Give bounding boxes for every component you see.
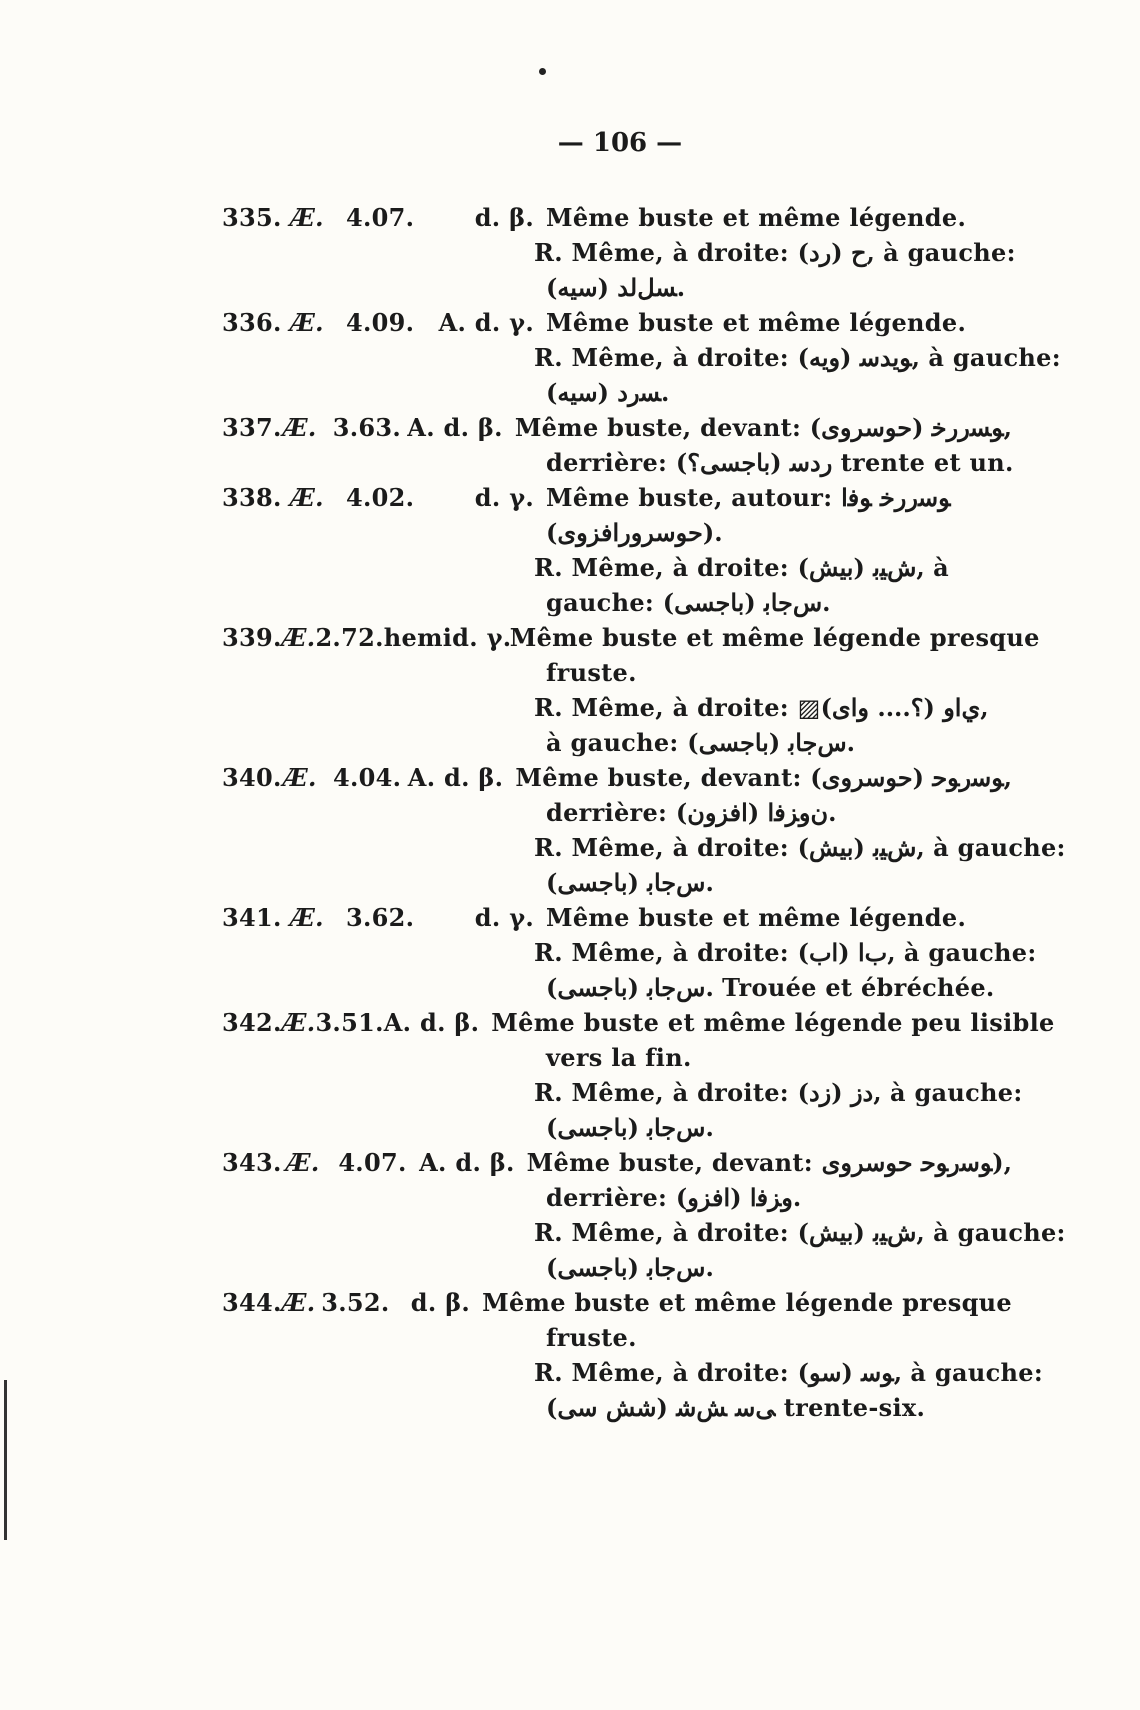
catalogue-entry — [222, 480, 1012, 620]
entry-metal: Æ. — [282, 413, 317, 442]
catalogue-entry — [222, 760, 1066, 900]
entry-number: 337. — [222, 413, 282, 442]
entry-metal: Æ. — [285, 1148, 320, 1177]
entry-metal: Æ. — [290, 308, 324, 337]
entry-class: A. d. β. — [407, 763, 504, 792]
entry-description-line: R. Même, à droite: ﺵﻴﺑ (بيش), à gauche: — [534, 1218, 1066, 1247]
entry-weight: 4.04. — [332, 763, 402, 792]
catalogue-entry — [222, 200, 1016, 305]
entry-metal: Æ. — [281, 623, 316, 652]
entry-description-line: R. Même, à droite: ﻮﺳ (سو), à gauche: — [534, 1358, 1043, 1387]
entry-head — [222, 200, 1012, 235]
entry-description-line: (حوسرورافزوى). — [546, 518, 723, 547]
entry-description-line: R. Même, à droite: ﻮﻳﺪﺳ (ويه), à gauche: — [534, 343, 1061, 372]
entry-head — [222, 410, 1012, 445]
entry-description-line: fruste. — [546, 658, 637, 687]
page-number: — 106 — — [557, 128, 683, 158]
entry-class: A. d. β. — [419, 1148, 515, 1177]
entry-metal: Æ. — [281, 1008, 316, 1037]
catalogue-entry — [222, 900, 1037, 1005]
catalogue-entry — [222, 1145, 1066, 1285]
entry-head — [222, 620, 1040, 655]
entry-weight: 4.02. — [346, 483, 415, 512]
entry-class: A. d. β. — [407, 413, 503, 442]
entry-class: A. d. γ. — [438, 308, 534, 337]
entry-description-line: à gauche: ﺱﺟﺎﺑ (باجسى). — [546, 728, 856, 757]
entry-description-line: Même buste et même légende. — [546, 308, 967, 337]
entry-description-line: ﺱﺟﺎﺑ (باجسى). — [546, 1253, 714, 1282]
entry-number: 344. — [222, 1288, 282, 1317]
entry-class: hemid. γ. — [383, 623, 512, 652]
entry-description-line: ﺱﺟﺎﺑ (باجسى). — [546, 868, 714, 897]
entry-description-line: R. Même, à droite: ﺡ (رد), à gauche: — [534, 238, 1016, 267]
entry-weight: 3.51. — [315, 1008, 384, 1037]
entry-description-line: R. Même, à droite: ﺵﻴﺑ (بيش), à — [534, 553, 949, 582]
entry-metal: Æ. — [290, 903, 324, 932]
entry-weight: 4.09. — [346, 308, 415, 337]
entry-class: d. γ. — [474, 903, 534, 932]
entry-class: d. γ. — [474, 483, 534, 512]
entry-number: 338. — [222, 483, 282, 512]
entry-description-line: Même buste et même légende presque — [482, 1288, 1012, 1317]
entry-description-line: derrière: ﻥﻭﺰﻓﺍ (افزون). — [546, 798, 837, 827]
entry-description-line: Même buste et même légende presque — [509, 623, 1040, 652]
entry-description-line: derrière: ﺭﺩﺳ (باجسى؟) trente et un. — [546, 448, 1014, 477]
entry-weight: 4.07. — [346, 203, 415, 232]
entry-weight: 2.72. — [315, 623, 384, 652]
entry-metal: Æ. — [282, 763, 317, 792]
entry-description-line: Même buste et même légende. — [546, 203, 967, 232]
entry-description-line: vers la fin. — [546, 1043, 692, 1072]
entry-description-line: Même buste et même légende. — [546, 903, 967, 932]
entry-head — [222, 480, 1012, 515]
entry-description-line: Même buste, devant: ﻮﺳﺭﻮﺣ (حوسروى), — [515, 763, 1013, 792]
entry-head — [222, 1145, 1012, 1180]
entry-metal: Æ. — [290, 203, 324, 232]
entry-description-line: ﻰﺳ ﺶﺷ (شش سى) trente-six. — [546, 1393, 926, 1422]
entry-description-line: R. Même, à droite: ﺵﻴﺑ (بيش), à gauche: — [534, 833, 1066, 862]
entry-description-line: ﺱﺟﺎﺑ (باجسى). Trouée et ébréchée. — [546, 973, 995, 1002]
catalogue-entry — [222, 620, 1040, 760]
entry-weight: 4.07. — [338, 1148, 407, 1177]
entry-number: 339. — [222, 623, 282, 652]
entry-weight: 3.52. — [321, 1288, 390, 1317]
catalogue-entry — [222, 1005, 1055, 1145]
entry-description-line: R. Même, à droite: ﺩﺯ (زد), à gauche: — [534, 1078, 1023, 1107]
entry-head — [222, 1005, 1055, 1040]
entry-head — [222, 1285, 1012, 1320]
entry-head — [222, 305, 1012, 340]
entry-number: 341. — [222, 903, 282, 932]
margin-stain — [4, 1380, 7, 1540]
entry-weight: 3.63. — [332, 413, 402, 442]
entry-number: 342. — [222, 1008, 282, 1037]
catalogue-entries — [222, 200, 1066, 1425]
entry-description-line: R. Même, à droite: ▨ﻱﺍﻭ (؟.... واى), — [534, 693, 989, 722]
catalogue-entry — [222, 1285, 1043, 1425]
entry-description-line: ﺴﻞﻟﺪ (سيه). — [546, 273, 686, 302]
entry-number: 336. — [222, 308, 282, 337]
entry-description-line: Même buste et même légende peu lisible — [491, 1008, 1055, 1037]
entry-number: 343. — [222, 1148, 282, 1177]
entry-description-line: fruste. — [546, 1323, 637, 1352]
entry-class: A. d. β. — [383, 1008, 480, 1037]
entry-description-line: R. Même, à droite: ﺏﺍ (اب), à gauche: — [534, 938, 1037, 967]
entry-class: d. β. — [474, 203, 534, 232]
entry-description-line: ﺱﺟﺎﺑ (باجسى). — [546, 1113, 714, 1142]
entry-head — [222, 900, 1012, 935]
entry-class: d. β. — [410, 1288, 471, 1317]
entry-number: 340. — [222, 763, 282, 792]
entry-metal: Æ. — [290, 483, 324, 512]
entry-metal: Æ. — [281, 1288, 316, 1317]
entry-description-line: derrière: ﻭﺰﻓﺍ (افزو). — [546, 1183, 802, 1212]
catalogue-entry — [222, 305, 1061, 410]
entry-number: 335. — [222, 203, 282, 232]
catalogue-entry — [222, 410, 1012, 480]
entry-description-line: ﺴﺭﺩ (سيه). — [546, 378, 670, 407]
entry-head — [222, 760, 1012, 795]
entry-weight: 3.62. — [346, 903, 415, 932]
page-mark-dot — [539, 68, 546, 75]
entry-description-line: Même buste, devant: ﻮﺴﺭﺭﺧ (حوسروى), — [514, 413, 1012, 442]
entry-description-line: gauche: ﺱﺟﺎﺑ (باجسى). — [546, 588, 831, 617]
entry-description-line: Même buste, devant: ﻮﺳﺭﻮﺣ حوسروى), — [526, 1148, 1012, 1177]
entry-description-line: Même buste, autour: ﻮﺳﺭﺭﺧ ﻮﻓﺍ — [546, 483, 951, 512]
